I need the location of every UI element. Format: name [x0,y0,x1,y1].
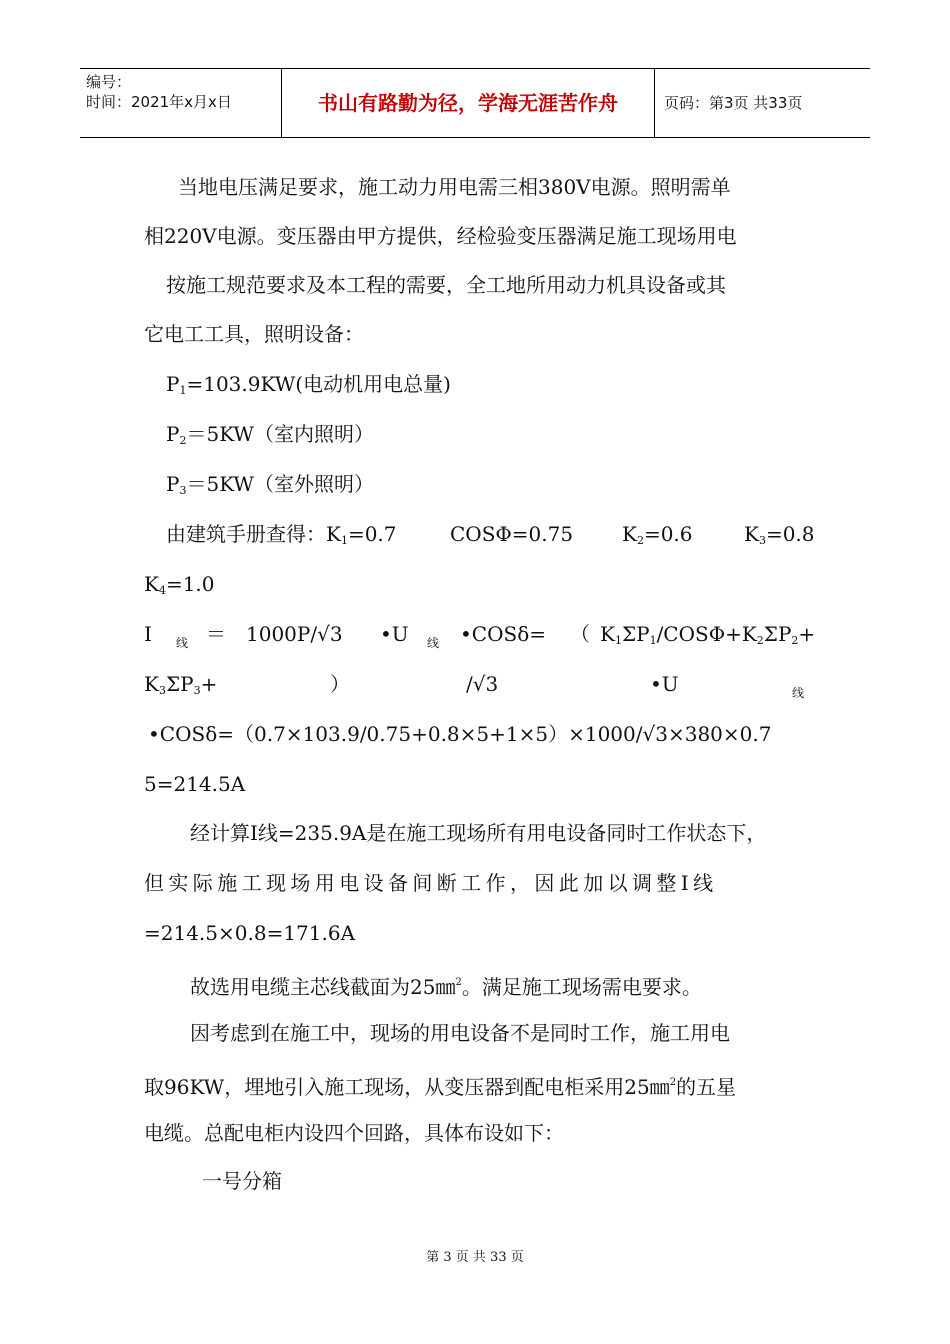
paragraph-line: =214.5×0.8=171.6A [144,921,356,945]
header-meta-cell [80,69,280,137]
page-footer: 第 3 页 共 33 页 [426,1250,524,1265]
formula-calc: •COSδ=（0.7×103.9/0.75+0.8×5+1×5）×1000/√3×380×0.7 [148,722,772,746]
formula-close: ） [330,672,350,696]
formula-sum: $K_1\Sigma P_1/COS\Phi+K_2\Sigma P_2+$ [600,622,816,647]
formula-result: 5=214.5A [144,772,246,796]
page-label: 页码：第3页 共33页 [664,94,803,112]
paragraph-line: 相220V电源。变压器由甲方提供，经检验变压器满足施工现场用电 [144,224,737,248]
formula-sqrt: /√3 [466,672,499,696]
formula-1000: 1000P/√3 [246,622,343,646]
cable-selection: 故选用电缆主芯线截面为25㎜$^2$。满足施工现场需电要求。 [190,975,702,999]
paragraph-line: 当地电压满足要求，施工动力用电需三相380V电源。照明需单 [178,175,731,199]
time-label: 时间：2021年x月x日 [86,93,232,111]
formula-line2-k3: $K_3\Sigma P_3+$ [144,672,218,697]
formula-u: •U [380,622,409,646]
formula-xian: 线 [176,636,189,650]
paragraph-line: 但实际施工现场用电设备间断工作，因此加以调整I线 [144,871,718,895]
section-heading: 一号分箱 [202,1169,282,1193]
k4-coefficient: $K_4=1.0$ [144,572,215,597]
cos-phi: COSΦ=0.75 [450,522,574,546]
formula-xian3: 线 [792,686,805,700]
k2-coefficient: $K_2=0.6$ [622,522,693,547]
k1-coefficient: 由建筑手册查得：$K_1=0.7$ [166,522,397,547]
paragraph-line: 因考虑到在施工中，现场的用电设备不是同时工作，施工用电 [190,1021,730,1045]
paragraph-line: 经计算I线=235.9A是在施工现场所有用电设备同时工作状态下， [190,821,767,845]
paragraph-line: 电缆。总配电柜内设四个回路，具体布设如下： [144,1121,564,1145]
motto: 书山有路勤为径，学海无涯苦作舟 [281,69,655,137]
number-label: 编号： [86,73,132,91]
paragraph-line: 取96KW，埋地引入施工现场，从变压器到配电柜采用25㎜$^2$的五星 [144,1075,737,1099]
load-p3: $P_3=5KW$（室外照明） [166,472,374,497]
paragraph-line: 按施工规范要求及本工程的需要，全工地所用动力机具设备或其 [166,273,726,297]
load-p1: $P_1=103.9KW$(电动机用电总量) [166,372,451,397]
formula-xian2: 线 [427,636,440,650]
header-table [80,68,870,138]
k3-coefficient: $K_3=0.8$ [744,522,815,547]
formula-paren: （ [570,622,590,646]
formula-u2: •U [650,672,679,696]
formula-eq: ＝ [206,622,226,646]
paragraph-line: 它电工工具，照明设备： [144,322,364,346]
formula-i: I [144,622,152,646]
load-p2: $P_2=5KW$（室内照明） [166,422,374,447]
formula-cos: •COSδ= [460,622,546,646]
